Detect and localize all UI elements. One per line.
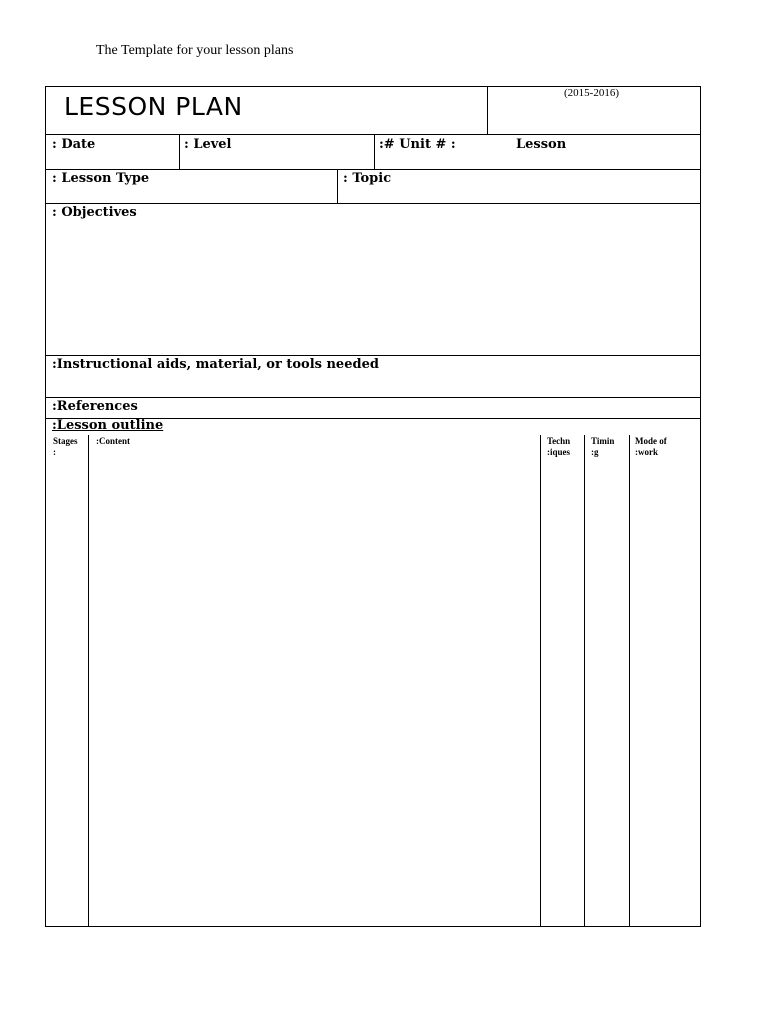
lesson-plan-form	[45, 86, 701, 927]
divider	[46, 134, 700, 135]
instructional-aids-section[interactable]: :Instructional aids, material, or tools needed	[52, 357, 379, 372]
objectives-section[interactable]: : Objectives	[52, 205, 137, 220]
column-divider	[584, 435, 585, 927]
form-title: LESSON PLAN	[64, 92, 243, 121]
references-section[interactable]: :References	[52, 399, 138, 414]
stages-column-header	[53, 436, 78, 458]
topic-field[interactable]: : Topic	[343, 171, 392, 186]
column-divider	[88, 435, 89, 927]
divider	[374, 134, 375, 169]
template-caption: The Template for your lesson plans	[96, 43, 294, 58]
lesson-type-field[interactable]: : Lesson Type	[52, 171, 150, 186]
content-column-header: :Content	[96, 436, 130, 446]
techniques-column-header	[547, 436, 570, 458]
divider	[487, 87, 488, 135]
divider	[337, 169, 338, 203]
techniques-header-line1: Techn	[547, 436, 571, 446]
level-field[interactable]: : Level	[184, 137, 232, 152]
divider	[46, 169, 700, 170]
divider	[46, 203, 700, 204]
timing-header-line2: :g	[591, 447, 599, 457]
lesson-field[interactable]: Lesson	[516, 137, 567, 152]
date-field[interactable]: : Date	[52, 137, 96, 152]
column-divider	[540, 435, 541, 927]
mode-header-line2: :work	[635, 447, 658, 457]
timing-column-header	[591, 436, 614, 458]
divider	[179, 134, 180, 169]
timing-header-line1: Timin	[591, 436, 615, 446]
stages-header-line2: :	[53, 447, 56, 457]
divider	[46, 397, 700, 398]
column-divider	[629, 435, 630, 927]
techniques-header-line2: :iques	[547, 447, 571, 457]
unit-field[interactable]: :# Unit # :	[379, 137, 456, 152]
mode-header-line1: Mode of	[635, 436, 667, 446]
divider	[46, 355, 700, 356]
stages-header-line1: Stages	[53, 436, 78, 446]
mode-of-work-column-header	[635, 436, 667, 458]
school-year: (2015-2016)	[564, 87, 619, 99]
lesson-outline-heading: :Lesson outline	[52, 418, 164, 433]
